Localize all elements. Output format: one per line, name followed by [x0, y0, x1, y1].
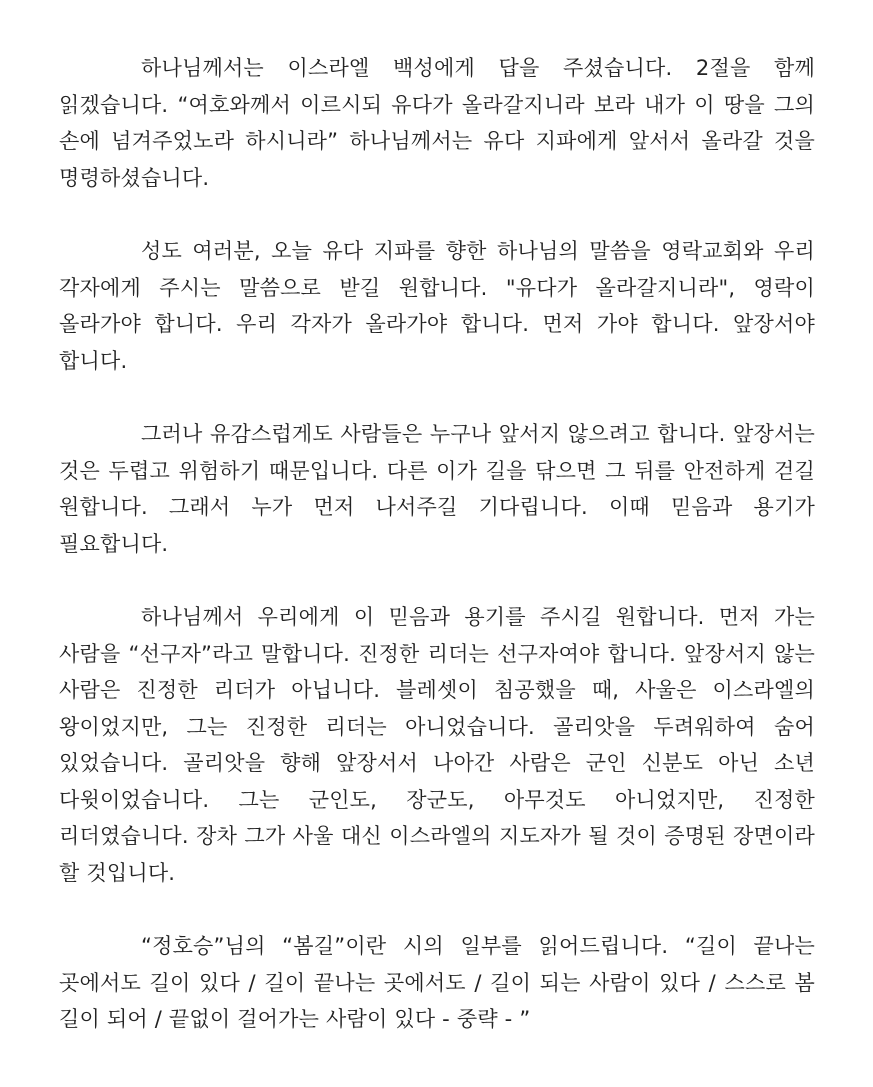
paragraph-2: 성도 여러분, 오늘 유다 지파를 향한 하나님의 말씀을 영락교회와 우리 각자에게 주시는 말씀으로 받길 원합니다. "유다가 올라갈지니라", 영락이 올라가야 합니다. 우리 각자가 올라가야 합니다. 먼저 가야 합니다. 앞장서야 합니다. [59, 238, 815, 373]
paragraph-4: 하나님께서 우리에게 이 믿음과 용기를 주시길 원합니다. 먼저 가는 사람을 “선구자”라고 말합니다. 진정한 리더는 선구자여야 합니다. 앞장서지 않는 사람은 진정한 리더가 아닙니다. 블레셋이 침공했을 때, 사울은 이스라엘의 왕이었지만, 그는 진정한 리더는 아니었습니다. 골리앗을 두려워하여 숨어 있었습니다. 골리앗을 향해 앞장서서 나아간 사람은 군인 신분도 아닌 소년 다윗이었습니다. 그는 군인도, 장군도, 아무것도 아니었지만, 진정한 리더였습니다. 장차 그가 사울 대신 이스라엘의 지도자가 될 것이 증명된 장면이라 할 것입니다. [59, 604, 815, 886]
document-page [59, 50, 815, 1038]
paragraph-5: “정호승”님의 “봄길”이란 시의 일부를 읽어드립니다. “길이 끝나는 곳에서도 길이 있다 / 길이 끝나는 곳에서도 / 길이 되는 사람이 있다 / 스스로 봄 길이 되어 / 끝없이 걸어가는 사람이 있다 - 중략 - ” [59, 934, 815, 1032]
paragraph-3: 그러나 유감스럽게도 사람들은 누구나 앞서지 않으려고 합니다. 앞장서는 것은 두렵고 위험하기 때문입니다. 다른 이가 길을 닦으면 그 뒤를 안전하게 걷길 원합니다. 그래서 누가 먼저 나서주길 기다립니다. 이때 믿음과 용기가 필요합니다. [59, 421, 815, 556]
paragraph-1: 하나님께서는 이스라엘 백성에게 답을 주셨습니다. 2절을 함께 읽겠습니다. “여호와께서 이르시되 유다가 올라갈지니라 보라 내가 이 땅을 그의 손에 넘겨주었노라 하시니라” 하나님께서는 유다 지파에게 앞서서 올라갈 것을 명령하셨습니다. [59, 56, 815, 190]
